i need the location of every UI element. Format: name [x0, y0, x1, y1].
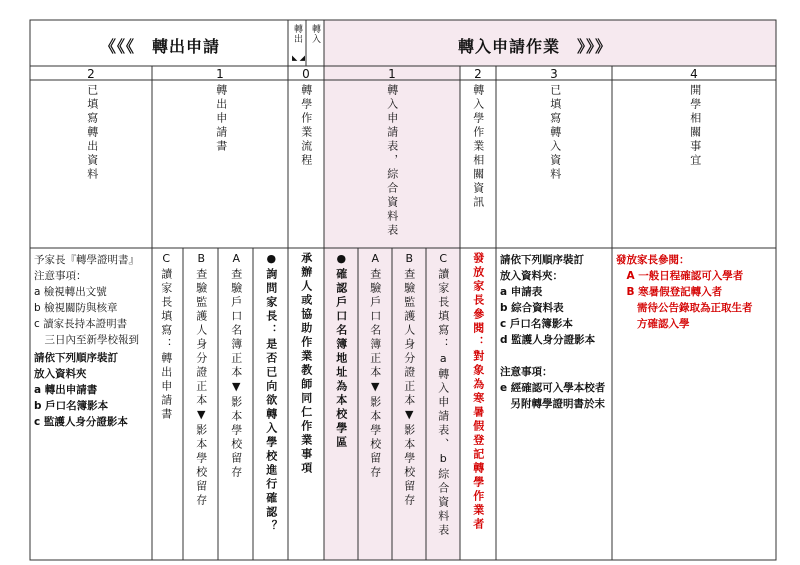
- col-number-in-1: 1: [388, 67, 396, 81]
- out2-note-line: 予家長『轉學證明書』: [34, 254, 139, 266]
- in2-notice: 發放家長參閱：對象為寒暑假登記轉學作業者: [471, 252, 485, 532]
- out2-binding-order: [34, 350, 128, 430]
- col-number-in-2: 2: [474, 67, 482, 81]
- transfer-in-title: 轉入申請作業 》》》: [458, 37, 613, 56]
- in4-line: B 寒暑假登記轉入者: [616, 286, 723, 298]
- col-title-in-3: 已填寫轉入資料: [548, 84, 562, 182]
- in3-line: d 監護人身分證影本: [500, 334, 596, 346]
- in1-step-b: B查驗監護人身分證正本▼影本學校留存: [402, 252, 416, 508]
- in3-line: a 申請表: [500, 286, 543, 298]
- out2-binding-line: 請依下列順序裝訂: [34, 352, 118, 364]
- transfer-in-mini-label: 轉入: [310, 24, 320, 44]
- in3-binding-order: [500, 252, 605, 412]
- mid0-staff-note: 承辦人或協助作業教師同仁作業事項: [299, 252, 313, 476]
- col-title-mid-0: 轉學作業流程: [299, 84, 313, 168]
- out1-step-b: B查驗監護人身分證正本▼影本學校留存: [194, 252, 208, 508]
- in4-line: 方確認入學: [616, 318, 690, 330]
- in4-notice: [616, 252, 753, 332]
- col-title-in-1: 轉入申請表，綜合資料表: [385, 84, 399, 238]
- out2-note-line: c 讀家長持本證明書: [34, 318, 128, 330]
- col-number-in-4: 4: [690, 67, 698, 81]
- in3-line: e 經確認可入學本校者: [500, 382, 606, 394]
- col-title-out-2: 已填寫轉出資料: [85, 84, 99, 182]
- in1-step-a: A查驗戶口名簿正本▼影本學校留存: [368, 252, 382, 480]
- col-number-in-3: 3: [550, 67, 558, 81]
- out2-binding-line: b 戶口名簿影本: [34, 400, 109, 412]
- out1-step-c: C讀家長填寫：轉出申請書: [159, 252, 173, 422]
- col-title-in-2: 轉入學作業相關資訊: [471, 84, 485, 210]
- out1-step-a: A查驗戶口名簿正本▼影本學校留存: [229, 252, 243, 480]
- out2-note-line: 三日內至新學校報到: [34, 334, 139, 346]
- out1-step-confirm: ●詢問家長：是否已向欲轉入學校進行確認？: [264, 252, 278, 534]
- out2-note-line: a 檢視轉出文號: [34, 286, 107, 298]
- in4-line: 需待公告錄取為正取生者: [616, 302, 753, 314]
- col-number-out-2: 2: [87, 67, 95, 81]
- in3-line: 另附轉學證明書於末: [500, 398, 605, 410]
- transfer-out-title: 《《《 轉出申請: [100, 37, 221, 56]
- out2-note-line: 注意事項：: [34, 270, 87, 282]
- col-number-mid-0: 0: [302, 67, 310, 81]
- out2-note-line: b 檢視關防與核章: [34, 302, 118, 314]
- arrow-marks: ◣ ◢: [292, 54, 305, 62]
- col-title-in-4: 開學相關事宜: [688, 84, 702, 168]
- out2-binding-line: 放入資料夾: [34, 368, 87, 380]
- in4-line: A 一般日程確認可入學者: [616, 270, 744, 282]
- transfer-out-mini-label: 轉出: [292, 24, 302, 44]
- in1-step-check-address: ●確認戶口名簿地址為本校學區: [334, 252, 348, 450]
- in3-line: [500, 348, 605, 364]
- out2-binding-line: a 轉出申請書: [34, 384, 98, 396]
- in3-line: 放入資料夾：: [500, 270, 563, 282]
- out2-notes: [34, 252, 139, 348]
- in3-line: 注意事項：: [500, 366, 553, 378]
- in4-line: 發放家長參閱：: [616, 254, 690, 266]
- out2-binding-line: c 監護人身分證影本: [34, 416, 128, 428]
- in3-line: 請依下列順序裝訂: [500, 254, 584, 266]
- in3-line: c 戶口名簿影本: [500, 318, 573, 330]
- in1-step-c: C讀家長填寫：a轉入申請表、b綜合資料表: [436, 252, 450, 538]
- col-number-out-1: 1: [216, 67, 224, 81]
- in3-line: b 綜合資料表: [500, 302, 564, 314]
- col-title-out-1: 轉出申請書: [214, 84, 228, 154]
